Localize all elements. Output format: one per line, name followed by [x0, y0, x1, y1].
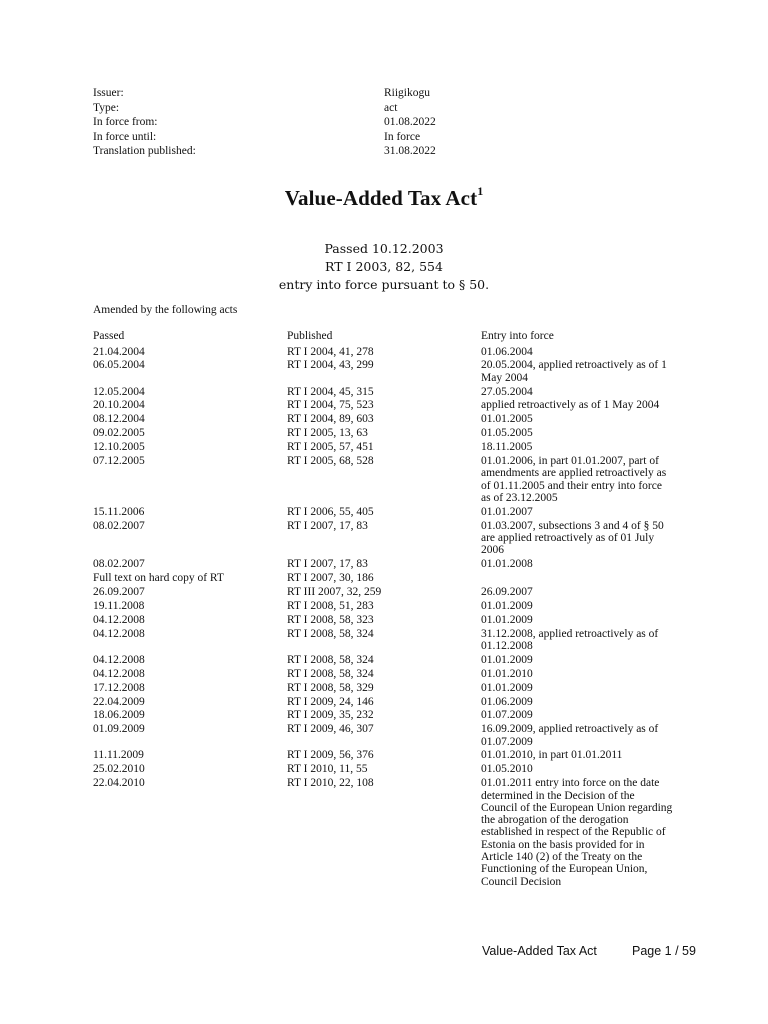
title-footnote-marker[interactable]: 1 — [477, 184, 484, 198]
table-row — [93, 586, 683, 598]
metadata-row — [93, 101, 693, 116]
cell-entry-into-force: 01.03.2007, subsections 3 and 4 of § 50 are applied retroactively as of 01 July 2006 — [481, 519, 664, 557]
table-row — [93, 427, 683, 439]
cell-passed: 12.10.2005 — [93, 441, 145, 454]
cell-published[interactable]: RT I 2005, 13, 63 — [287, 427, 368, 440]
cell-entry-into-force: 01.07.2009 — [481, 709, 533, 722]
table-header-row — [93, 330, 683, 343]
cell-entry-into-force: 01.01.2009 — [481, 599, 533, 612]
table-row — [93, 628, 683, 653]
cell-passed: 04.12.2008 — [93, 613, 145, 626]
cell-passed: 08.12.2004 — [93, 413, 145, 426]
table-row — [93, 723, 683, 748]
cell-passed: 20.10.2004 — [93, 399, 145, 412]
table-row — [93, 668, 683, 680]
cell-published[interactable]: RT I 2005, 68, 528 — [287, 455, 374, 468]
column-header-passed: Passed — [93, 330, 125, 342]
document-title-text: Value-Added Tax Act — [284, 186, 478, 210]
cell-published[interactable]: RT I 2009, 46, 307 — [287, 723, 374, 736]
cell-passed: 04.12.2008 — [93, 667, 145, 680]
cell-published[interactable]: RT I 2008, 58, 324 — [287, 667, 374, 680]
metadata-value: 31.08.2022 — [384, 145, 436, 157]
cell-published[interactable]: RT I 2007, 30, 186 — [287, 572, 374, 585]
table-row — [93, 654, 683, 666]
cell-published[interactable]: RT I 2009, 24, 146 — [287, 695, 374, 708]
passed-block — [0, 240, 768, 294]
cell-entry-into-force: 01.01.2010 — [481, 667, 533, 680]
cell-entry-into-force: 01.06.2009 — [481, 695, 533, 708]
metadata-row — [93, 144, 693, 159]
table-row — [93, 359, 683, 384]
metadata-value: In force — [384, 130, 421, 143]
cell-entry-into-force: 01.01.2011 entry into force on the date determined in the Decision of the Council of the European Union regarding the abrogation of the derogation established in respect of the Republic of Estonia on the basis provided for in Article 140 (2) of the Treaty on the Functioning of the European Union, Council Decision — [481, 777, 673, 888]
table-row — [93, 682, 683, 694]
metadata-key: Type: — [93, 101, 120, 114]
table-row — [93, 614, 683, 626]
cell-published[interactable]: RT I 2009, 56, 376 — [287, 749, 374, 762]
cell-passed: 21.04.2004 — [93, 345, 145, 358]
cell-passed: 26.09.2007 — [93, 585, 145, 598]
cell-passed: 17.12.2008 — [93, 681, 145, 694]
cell-entry-into-force: 01.06.2004 — [481, 345, 533, 358]
passed-date: Passed 10.12.2003 — [324, 241, 444, 256]
table-row — [93, 558, 683, 570]
cell-entry-into-force: 31.12.2008, applied retroactively as of 01.12.2008 — [481, 627, 659, 652]
cell-passed: 12.05.2004 — [93, 385, 145, 398]
metadata-row — [93, 130, 693, 145]
metadata-key: In force from: — [93, 116, 158, 128]
table-row — [93, 346, 683, 358]
column-header-published: Published — [287, 330, 333, 342]
cell-published[interactable]: RT I 2004, 89, 603 — [287, 413, 374, 426]
cell-entry-into-force: 01.05.2010 — [481, 763, 533, 776]
table-body — [93, 346, 683, 888]
cell-published[interactable]: RT I 2008, 51, 283 — [287, 599, 374, 612]
table-row — [93, 600, 683, 612]
cell-entry-into-force: 18.11.2005 — [481, 441, 533, 454]
metadata-key: In force until: — [93, 130, 157, 143]
cell-passed: 08.02.2007 — [93, 519, 145, 532]
cell-published[interactable]: RT I 2008, 58, 329 — [287, 681, 374, 694]
table-row — [93, 455, 683, 504]
cell-passed: 22.04.2009 — [93, 695, 145, 708]
table-row — [93, 763, 683, 775]
cell-passed: 04.12.2008 — [93, 653, 145, 666]
cell-entry-into-force: 01.05.2005 — [481, 427, 533, 440]
table-row — [93, 506, 683, 518]
cell-passed: Full text on hard copy of RT — [93, 572, 224, 585]
cell-passed: 01.09.2009 — [93, 723, 145, 736]
cell-published[interactable]: RT I 2004, 45, 315 — [287, 385, 374, 398]
metadata-block — [93, 86, 693, 159]
cell-published[interactable]: RT I 2004, 41, 278 — [287, 345, 374, 358]
table-row — [93, 709, 683, 721]
cell-entry-into-force: 01.01.2006, in part 01.01.2007, part of amendments are applied retroactively as of 01.11.2005 and their entry into force as of 23.12.2005 — [481, 455, 667, 504]
cell-entry-into-force: applied retroactively as of 1 May 2004 — [481, 399, 660, 412]
metadata-value: Riigikogu — [384, 87, 431, 99]
cell-passed: 18.06.2009 — [93, 709, 145, 722]
cell-published[interactable]: RT I 2005, 57, 451 — [287, 441, 374, 454]
cell-published[interactable]: RT I 2010, 11, 55 — [287, 763, 368, 776]
cell-published[interactable]: RT I 2010, 22, 108 — [287, 777, 374, 790]
passed-publication: RT I 2003, 82, 554 — [325, 259, 443, 274]
cell-passed: 11.11.2009 — [93, 749, 144, 762]
cell-entry-into-force: 20.05.2004, applied retroactively as of 1 May 2004 — [481, 359, 667, 384]
metadata-row — [93, 115, 693, 130]
cell-entry-into-force: 16.09.2009, applied retroactively as of 01.07.2009 — [481, 723, 659, 748]
cell-passed: 04.12.2008 — [93, 627, 145, 640]
cell-published[interactable]: RT I 2008, 58, 324 — [287, 653, 374, 666]
cell-entry-into-force: 01.01.2007 — [481, 505, 533, 518]
cell-passed: 25.02.2010 — [93, 763, 145, 776]
cell-published[interactable]: RT I 2004, 43, 299 — [287, 359, 374, 372]
cell-published[interactable]: RT III 2007, 32, 259 — [287, 585, 382, 598]
table-row — [93, 520, 683, 557]
table-row — [93, 777, 683, 888]
cell-published[interactable]: RT I 2006, 55, 405 — [287, 505, 374, 518]
table-row — [93, 572, 683, 584]
cell-passed: 08.02.2007 — [93, 558, 145, 571]
cell-entry-into-force: 27.05.2004 — [481, 385, 533, 398]
cell-entry-into-force: 01.01.2009 — [481, 653, 533, 666]
column-header-entry-into-force: Entry into force — [481, 330, 554, 342]
amendments-table — [93, 330, 683, 890]
metadata-row — [93, 86, 693, 101]
amended-heading: Amended by the following acts — [93, 304, 238, 316]
metadata-key: Issuer: — [93, 87, 124, 99]
metadata-key: Translation published: — [93, 145, 196, 157]
cell-entry-into-force: 01.01.2008 — [481, 558, 533, 571]
cell-entry-into-force: 26.09.2007 — [481, 585, 533, 598]
table-row — [93, 399, 683, 411]
cell-published[interactable]: RT I 2007, 17, 83 — [287, 558, 368, 571]
cell-entry-into-force: 01.01.2005 — [481, 413, 533, 426]
cell-passed: 22.04.2010 — [93, 777, 145, 790]
table-row — [93, 441, 683, 453]
document-title — [0, 186, 768, 211]
cell-passed: 09.02.2005 — [93, 427, 145, 440]
cell-passed: 07.12.2005 — [93, 455, 145, 468]
entry-into-force-note: entry into force pursuant to § 50. — [278, 277, 490, 292]
cell-published[interactable]: RT I 2009, 35, 232 — [287, 709, 374, 722]
cell-entry-into-force — [481, 572, 673, 584]
cell-entry-into-force: 01.01.2009 — [481, 613, 533, 626]
cell-published[interactable]: RT I 2007, 17, 83 — [287, 519, 368, 532]
metadata-value: act — [384, 101, 398, 114]
metadata-value: 01.08.2022 — [384, 116, 436, 128]
table-row — [93, 696, 683, 708]
table-row — [93, 386, 683, 398]
cell-published[interactable]: RT I 2008, 58, 324 — [287, 627, 374, 640]
cell-passed: 19.11.2008 — [93, 599, 145, 612]
cell-published[interactable]: RT I 2008, 58, 323 — [287, 613, 374, 626]
cell-published[interactable]: RT I 2004, 75, 523 — [287, 399, 374, 412]
cell-passed: 15.11.2006 — [93, 505, 145, 518]
cell-passed: 06.05.2004 — [93, 359, 145, 372]
cell-entry-into-force: 01.01.2010, in part 01.01.2011 — [481, 749, 623, 762]
table-row — [93, 413, 683, 425]
table-row — [93, 749, 683, 761]
footer-title: Value-Added Tax Act — [482, 944, 597, 958]
cell-entry-into-force: 01.01.2009 — [481, 681, 533, 694]
footer-page-number: Page 1 / 59 — [632, 944, 696, 958]
